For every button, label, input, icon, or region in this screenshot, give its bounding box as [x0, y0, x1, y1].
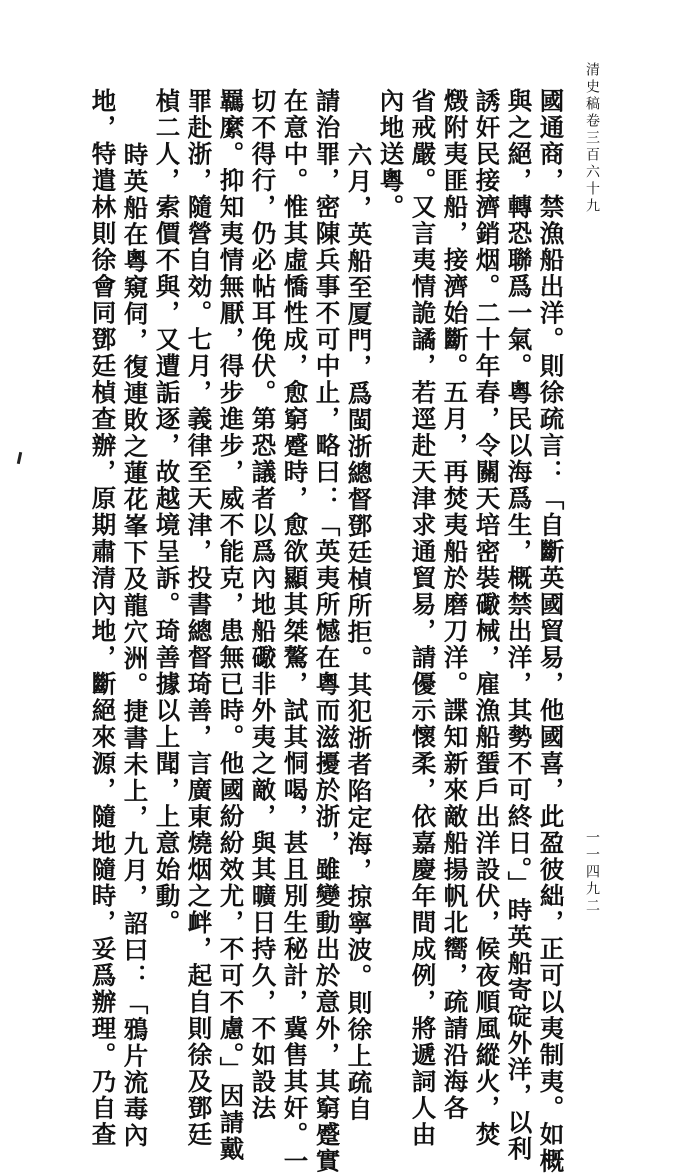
stray-ink-mark [17, 452, 22, 464]
text-column: 罪赴浙，隨營自効。七月，義律至天津，投書總督琦善，言廣東燒烟之衅，起自則徐及鄧廷 [184, 88, 214, 1148]
text-column: 請治罪，密陳兵事不可中止，略曰：「英夷所憾在粵而滋擾於浙，雖變動出於意外，其窮蹙實 [312, 88, 342, 1175]
book-title: 清史稿卷三百六十九 [584, 62, 600, 215]
text-column: 與之絕，轉恐聯爲一氣。粵民以海爲生，概禁出洋，其勢不可終日。」時英船寄碇外洋，以利 [504, 88, 534, 1163]
page-number: 一一四九二 [584, 830, 600, 915]
text-column: 切不得行，仍必帖耳俛伏。第恐議者以爲內地船礮非外夷之敵，與其曠日持久，不如設法 [248, 88, 278, 1122]
text-column: 省戒嚴。又言夷情詭譎，若逕赴天津求通貿易，請優示懷柔，依嘉慶年間成例，將遞詞人由 [408, 88, 438, 1148]
text-column: 時英船在粵窺伺，復連敗之蓮花峯下及龍穴洲。捷書未上，九月，詔曰：「鴉片流毒內 [120, 142, 150, 1149]
text-column: 六月，英船至厦門，爲閩浙總督鄧廷楨所拒。其犯浙者陷定海，掠寧波。則徐上疏自 [344, 142, 374, 1123]
text-column: 楨二人，索價不與，又遭詬逐，故越境呈訴。琦善據以上聞，上意始動。 [152, 88, 182, 936]
text-column: 誘奸民接濟銷烟。二十年春，令關天培密裝礮械，雇漁船蜑戶出洋設伏，候夜順風縱火，焚 [472, 88, 502, 1148]
text-column: 國通商，禁漁船出洋。則徐疏言：「自斷英國貿易，他國喜，此盈彼絀，正可以夷制夷。如概 [536, 88, 566, 1175]
text-column: 羈縻。抑知夷情無厭，得步進步，威不能克，患無已時。他國紛紛效尤，不可不慮。」因請戴 [216, 88, 246, 1163]
text-column: 在意中。惟其虛憍性成，愈窮蹙時，愈欲顯其桀驁，試其恫喝，甚且別生秘計，冀售其奸。一 [280, 88, 310, 1175]
text-column: 內地送粵。 [376, 88, 406, 221]
text-column: 燬附夷匪船，接濟始斷。五月，再焚夷船於磨刀洋。諜知新來敵船揚帆北嚮，疏請沿海各 [440, 88, 470, 1122]
text-column: 地，特遣林則徐會同鄧廷楨查辦，原期肅清內地，斷絕來源，隨地隨時，妥爲辦理。乃自查 [88, 88, 118, 1148]
